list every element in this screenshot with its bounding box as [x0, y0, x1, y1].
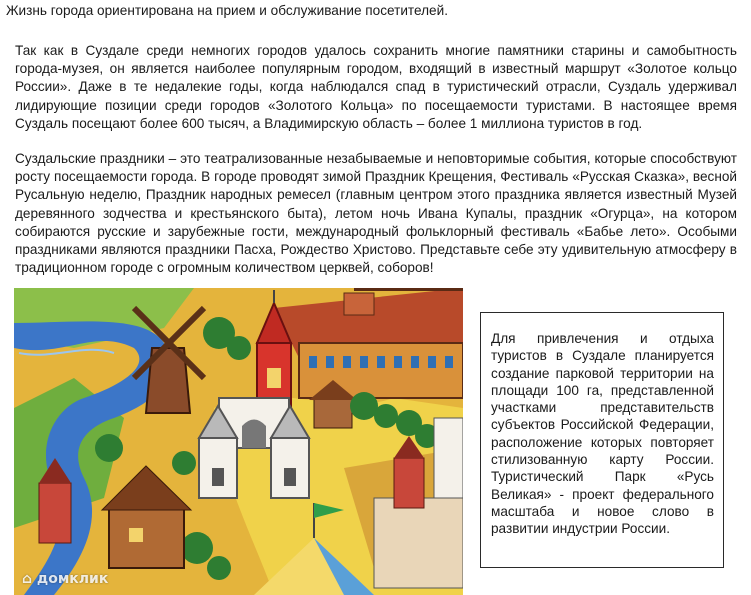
info-box-text: Для привлечения и отдыха туристов в Суздале планируется создание парковой территории на площади 100 га, представленной участками представительств субъектов Российской Федерации, расположение которых повторяет стилизованную карту России. Туристический Парк «Русь Великая» - проект федерального масштаба и новое слово в развитии индустрии России. [491, 331, 714, 537]
intro-line: Жизнь города ориентирована на прием и обслуживание посетителей. [6, 3, 448, 18]
paragraph-tourism: Так как в Суздале среди немногих городов удалось сохранить многие памятники старины и самобытность города-музея, он является наиболее популярным городом, входящий в известный маршрут «Золотое кольцо России». Даже в те недалекие годы, когда наблюдался спад в туристический отрасли, Суздаль удерживал лидирующие позиции среди городов «Золотого Кольца» по посещаемости туристами. В настоящее время Суздаль посещают более 600 тысяч, а Владимирскую область – более 1 миллиона туристов в год. [15, 43, 737, 131]
paragraph-festivals: Суздальские праздники – это театрализованные незабываемые и неповторимые события, которые способствуют росту посещаемости города. В городе проводят зимой Праздник Крещения, Фестиваль «Русская Сказка», весной Русальную неделю, Праздник народных ремесел (главным центром этого праздника является известный Музей деревянного зодчества и крестьянского быта), летом ночь Ивана Купалы, праздник «Огурца», на котором собираются русские и зарубежные гости, международный фольклорный фестиваль «Бабье лето». Особыми праздниками являются праздники Пасха, Рождество Христово. Представьте себе эту удивительную атмосферу в традиционном городе с огромным количеством церквей, соборов! [15, 151, 737, 276]
watermark-logo: ⌂ домклик [22, 571, 109, 587]
illustrated-map [14, 288, 463, 595]
info-box [480, 312, 724, 568]
suzdal-park-illustration [14, 288, 463, 595]
